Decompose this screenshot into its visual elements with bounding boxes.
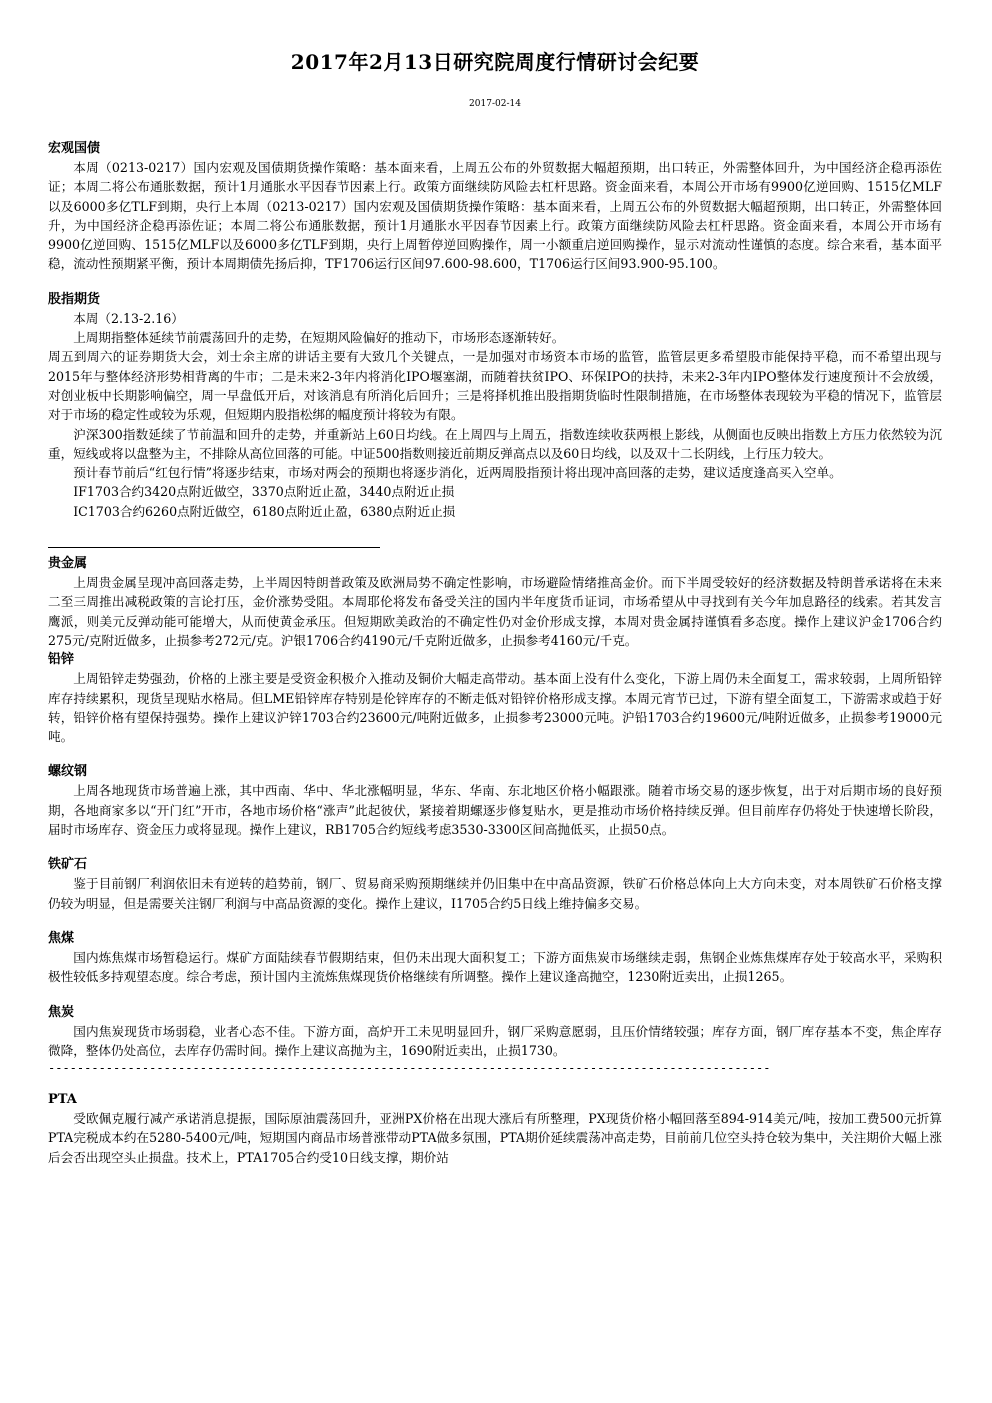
paragraph: 预计春节前后“红包行情”将逐步结束，市场对两会的预期也将逐步消化，近两周股指预计将出现冲高回落的走势，建议适度逢高买入空单。	[73, 465, 842, 481]
section-title: 焦煤	[48, 930, 75, 946]
section-precious-metal	[48, 554, 942, 650]
section-coking-coal	[48, 929, 942, 987]
section-pta	[48, 1090, 942, 1167]
paragraph: 鉴于目前钢厂利润依旧未有逆转的趋势前，钢厂、贸易商采购预期继续并仍旧集中在中高品资源，铁矿石价格总体向上大方向未变，对本周铁矿石价格支撑仍较为明显，但是需要关注钢厂利润与中高品资源的变化。操作上建议，I1705合约5日线上维持偏多交易。	[48, 876, 942, 911]
section-title: PTA	[48, 1092, 77, 1108]
paragraph: 上周期指整体延续节前震荡回升的走势，在短期风险偏好的推动下，市场形态逐渐转好。	[73, 330, 565, 346]
section-lead-zinc	[48, 650, 942, 746]
section-title: 铁矿石	[48, 857, 88, 873]
section-title: 焦炭	[48, 1004, 75, 1020]
section-coke	[48, 1003, 942, 1061]
paragraph: 沪深300指数延续了节前温和回升的走势，并重新站上60日均线。在上周四与上周五，指数连续收获两根上影线，从侧面也反映出指数上方压力依然较为沉重，短线或将以盘整为主，不排除从高位回落的可能。中证500指数则接近前期反弹高点以及60日均线，以及双十二长阴线，上行压力较大。	[48, 426, 942, 461]
section-rebar	[48, 762, 942, 839]
paragraph: 本周（2.13-2.16）	[73, 310, 184, 326]
paragraph: 周五到周六的证券期货大会，刘士余主席的讲话主要有大致几个关键点，一是加强对市场资本市场的监管，监管层更多希望股市能保持平稳，而不希望出现与2015年与整体经济形势相背离的牛市；二是未来2-3年内将消化IPO堰塞湖，而随着扶贫IPO、环保IPO的扶持，未来2-3年内IPO整体发行速度预计不会放缓，对创业板中长期影响偏空，周一早盘低开后，对该消息有所消化后回升；三是将择机推出股指期货临时性限制措施，在市场整体表现较为平稳的情况下，监管层对于市场的稳定性或较为乐观，但短期内股指松绑的幅度预计将较为有限。	[48, 349, 942, 423]
trade-advice: IC1703合约6260点附近做空，6180点附近止盈，6380点附近止损	[73, 503, 456, 519]
section-divider	[48, 547, 380, 548]
paragraph: 上周贵金属呈现冲高回落走势，上半周因特朗普政策及欧洲局势不确定性影响，市场避险情绪推高金价。而下半周受较好的经济数据及特朗普承诺将在未来二至三周推出减税政策的言论打压，金价涨势受阻。本周耶伦将发布备受关注的国内半年度货币证词，市场希望从中寻找到有关今年加息路径的线索。若其发言鹰派，则美元反弹动能可能增大，从而使黄金承压。但短期欧美政治的不确定性仍对金价形成支撑，本周对贵金属持谨慎看多态度。操作上建议沪金1706合约275元/克附近做多，止损参考272元/克。沪银1706合约4190元/千克附近做多，止损参考4160元/千克。	[48, 575, 942, 648]
section-title: 贵金属	[48, 556, 88, 572]
publish-date: 2017-02-14	[469, 99, 521, 109]
paragraph: 受欧佩克履行减产承诺消息提振，国际原油震荡回升，亚洲PX价格在出现大涨后有所整理，PX现货价格小幅回落至894-914美元/吨，按加工费500元折算PTA完税成本约在5280-5400元/吨，短期国内商品市场普涨带动PTA做多氛围，PTA期价延续震荡冲高走势，目前前几位空头持仓较为集中，关注期价大幅上涨后会否出现空头止损盘。技术上，PTA1705合约受10日线支撑，期价站	[48, 1111, 942, 1165]
paragraph: 上周铅锌走势强劲，价格的上涨主要是受资金积极介入推动及铜价大幅走高带动。基本面上没有什么变化，下游上周仍未全面复工，需求较弱，上周所铅锌库存持续累积，现货呈现贴水格局。但LME铅锌库存特别是伦锌库存的不断走低对铅锌价格形成支撑。本周元宵节已过，下游有望全面复工，下游需求或趋于好转，铅锌价格有望保持强势。操作上建议沪锌1703合约23600元/吨附近做多，止损参考23000元吨。沪铅1703合约19600元/吨附近做多，止损参考19000元吨。	[48, 671, 942, 745]
section-title: 铅锌	[48, 652, 75, 668]
section-title: 股指期货	[48, 291, 101, 307]
dashed-divider: ----------------------------------------------------------------------------------------------------	[48, 1061, 771, 1076]
paragraph: 上周各地现货市场普遍上涨，其中西南、华中、华北涨幅明显，华东、华南、东北地区价格小幅跟涨。随着市场交易的逐步恢复，出于对后期市场的良好预期，各地商家多以“开门红”开市，各地市场价格“涨声”此起彼伏，紧接着期螺逐步修复贴水，更是推动市场价格持续反弹。但目前库存仍将处于快速增长阶段，届时市场库存、资金压力或将显现。操作上建议，RB1705合约短线考虑3530-3300区间高抛低买，止损50点。	[48, 783, 942, 838]
section-macro	[48, 139, 942, 274]
section-title: 螺纹钢	[48, 764, 88, 780]
paragraph: 国内炼焦煤市场暂稳运行。煤矿方面陆续春节假期结束，但仍未出现大面积复工；下游方面焦炭市场继续走弱，焦钢企业炼焦煤库存处于较高水平，采购积极性较低多持观望态度。综合考虑，预计国内主流炼焦煤现货价格继续有所调整。操作上建议逢高抛空，1230附近卖出，止损1265。	[48, 949, 942, 985]
paragraph: 国内焦炭现货市场弱稳，业者心态不佳。下游方面，高炉开工未见明显回升，钢厂采购意愿弱，且压价情绪较强；库存方面，钢厂库存基本不变，焦企库存微降，整体仍处高位，去库存仍需时间。操作上建议高抛为主，1690附近卖出，止损1730。	[48, 1023, 942, 1058]
section-title: 宏观国债	[48, 141, 101, 156]
trade-advice: IF1703合约3420点附近做空，3370点附近止盈，3440点附近止损	[73, 484, 455, 500]
section-index	[48, 290, 942, 521]
section-iron-ore	[48, 855, 942, 913]
page-title: 2017年2月13日研究院周度行情研讨会纪要	[290, 50, 700, 74]
paragraph: 本周（0213-0217）国内宏观及国债期货操作策略：基本面来看，上周五公布的外贸数据大幅超预期，出口转正，外需整体回升，为中国经济企稳再添佐证；本周二将公布通胀数据，预计1月通胀水平因春节因素上行。政策方面继续防风险去杠杆思路。资金面来看，本周公开市场有9900亿逆回购、1515亿MLF以及6000多亿TLF到期，央行上本周（0213-0217）国内宏观及国债期货操作策略：基本面来看，上周五公布的外贸数据大幅超预期，出口转正，外需整体回升，为中国经济企稳再添佐证；本周二将公布通胀数据，预计1月通胀水平因春节因素上行。政策方面继续防风险去杠杆思路。资金面来看，本周公开市场有9900亿逆回购、1515亿MLF以及6000多亿TLF到期，央行上周暂停逆回购操作，周一小额重启逆回购操作，显示对流动性谨慎的态度。综合来看，基本面平稳，流动性预期紧平衡，预计本周期债先扬后抑，TF1706运行区间97.600-98.600，T1706运行区间93.900-95.100。	[48, 160, 942, 272]
document-page	[48, 40, 942, 1183]
